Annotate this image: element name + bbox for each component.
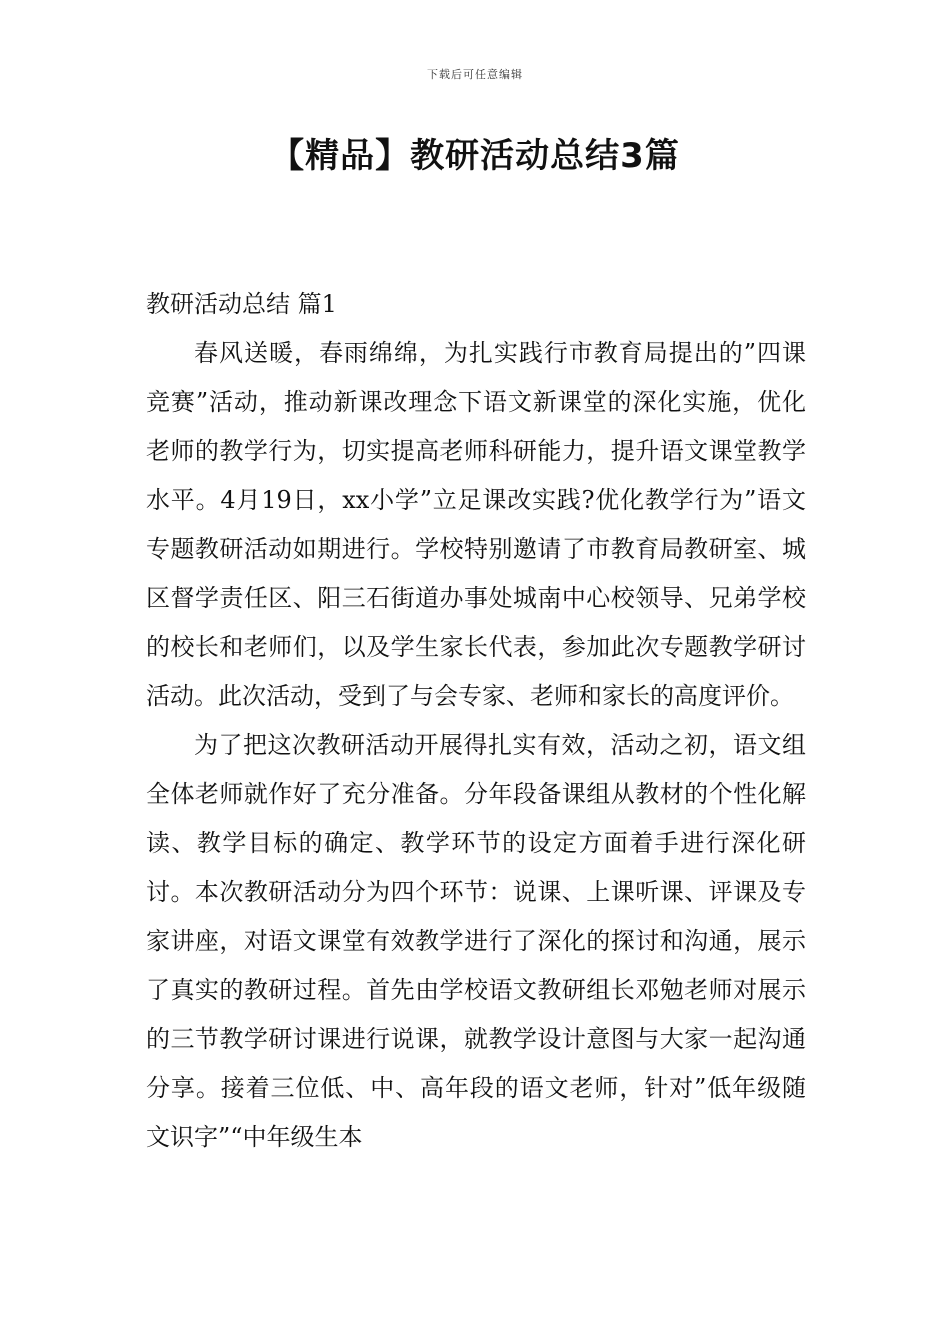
document-title: 【精品】教研活动总结3篇: [270, 136, 680, 176]
page-header-note: 下载后可任意编辑: [427, 68, 523, 81]
document-body: [146, 280, 806, 1162]
paragraph-2: 为了把这次教研活动开展得扎实有效，活动之初，语文组全体老师就作好了充分准备。分年段备课组从教材的个性化解读、教学目标的确定、教学环节的设定方面着手进行深化研讨。本次教研活动分为四个环节：说课、上课听课、评课及专家讲座，对语文课堂有效教学进行了深化的探讨和沟通，展示了真实的教研过程。首先由学校语文教研组长邓勉老师对展示的三节教学研讨课进行说课，就教学设计意图与大家一起沟通分享。接着三位低、中、高年段的语文老师，针对”低年级随文识字”“中年级生本: [146, 731, 806, 1151]
paragraph-1: 春风送暖，春雨绵绵，为扎实践行市教育局提出的”四课竞赛”活动，推动新课改理念下语文新课堂的深化实施，优化老师的教学行为，切实提高老师科研能力，提升语文课堂教学水平。4月19日，xx小学”立足课改实践?优化教学行为”语文专题教研活动如期进行。学校特别邀请了市教育局教研室、城区督学责任区、阳三石街道办事处城南中心校领导、兄弟学校的校长和老师们，以及学生家长代表，参加此次专题教学研讨活动。此次活动，受到了与会专家、老师和家长的高度评价。: [146, 339, 806, 710]
section-heading: 教研活动总结 篇1: [146, 290, 337, 318]
